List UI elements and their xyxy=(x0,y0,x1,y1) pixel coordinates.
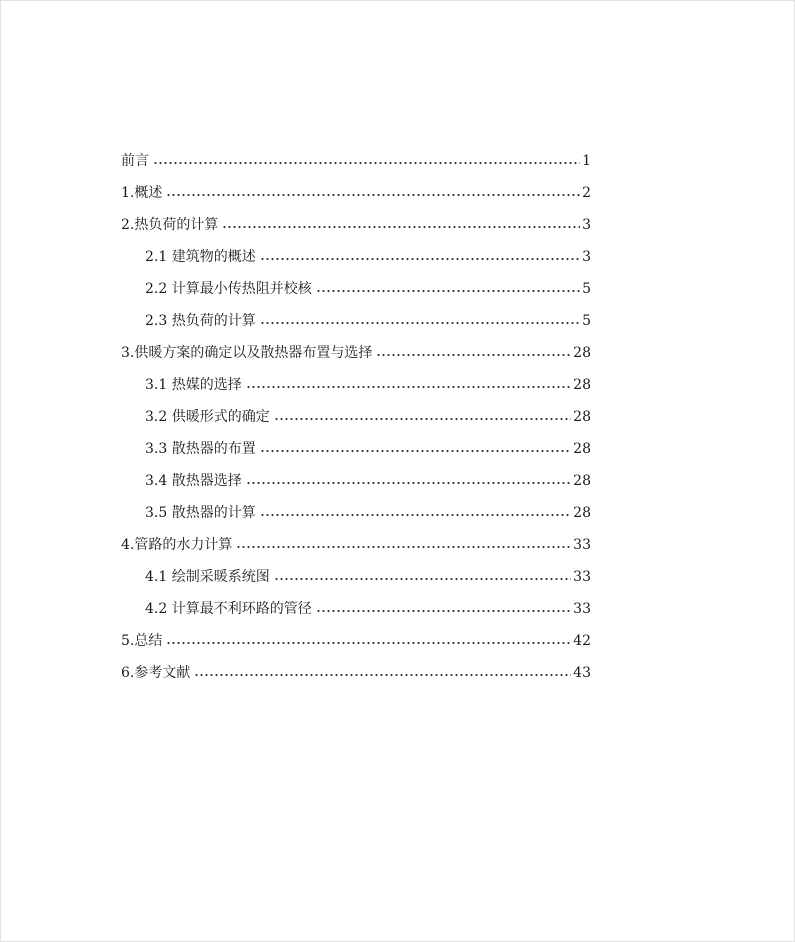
toc-entry-title: 3.3 散热器的布置 xyxy=(145,441,256,457)
toc-entry-title: 6.参考文献 xyxy=(121,665,191,681)
toc-entry-title: 3.1 热媒的选择 xyxy=(145,377,242,393)
toc-subentry[interactable] xyxy=(121,241,591,273)
toc-dot-leader xyxy=(194,674,571,676)
toc-page-number: 3 xyxy=(582,217,591,233)
toc-page-number: 5 xyxy=(582,281,591,297)
toc-entry-title: 2.3 热负荷的计算 xyxy=(145,313,256,329)
toc-subentry[interactable] xyxy=(121,401,591,433)
toc-subentry[interactable] xyxy=(121,561,591,593)
toc-page-number: 2 xyxy=(582,185,591,201)
toc-dot-leader xyxy=(166,642,571,644)
toc-page-number: 33 xyxy=(573,601,591,617)
toc-dot-leader xyxy=(316,610,571,612)
table-of-contents xyxy=(121,145,591,689)
toc-entry-title: 3.4 散热器选择 xyxy=(145,473,242,489)
toc-page-number: 28 xyxy=(573,409,591,425)
toc-entry-title: 1.概述 xyxy=(121,185,163,201)
toc-entry[interactable] xyxy=(121,209,591,241)
toc-page-number: 43 xyxy=(573,665,591,681)
toc-subentry[interactable] xyxy=(121,593,591,625)
toc-subentry[interactable] xyxy=(121,497,591,529)
toc-page-number: 42 xyxy=(573,633,591,649)
toc-subentry[interactable] xyxy=(121,273,591,305)
toc-subentry[interactable] xyxy=(121,465,591,497)
toc-dot-leader xyxy=(260,514,571,516)
toc-dot-leader xyxy=(376,354,571,356)
toc-entry-title: 2.1 建筑物的概述 xyxy=(145,249,256,265)
toc-page-number: 1 xyxy=(582,153,591,169)
toc-dot-leader xyxy=(260,258,580,260)
toc-dot-leader xyxy=(274,418,571,420)
toc-entry[interactable] xyxy=(121,625,591,657)
toc-page-number: 28 xyxy=(573,345,591,361)
toc-dot-leader xyxy=(222,226,580,228)
toc-entry[interactable] xyxy=(121,529,591,561)
toc-dot-leader xyxy=(246,482,571,484)
toc-entry-title: 3.5 散热器的计算 xyxy=(145,505,256,521)
toc-entry-title: 4.2 计算最不利环路的管径 xyxy=(145,601,312,617)
toc-entry-title: 3.2 供暖形式的确定 xyxy=(145,409,270,425)
toc-entry[interactable] xyxy=(121,337,591,369)
toc-page-number: 28 xyxy=(573,505,591,521)
toc-dot-leader xyxy=(316,290,580,292)
toc-dot-leader xyxy=(260,450,571,452)
toc-entry-title: 5.总结 xyxy=(121,633,163,649)
toc-subentry[interactable] xyxy=(121,305,591,337)
toc-dot-leader xyxy=(274,578,571,580)
toc-page-number: 5 xyxy=(582,313,591,329)
toc-entry-title: 4.1 绘制采暖系统图 xyxy=(145,569,270,585)
toc-dot-leader xyxy=(236,546,571,548)
toc-page-number: 33 xyxy=(573,537,591,553)
toc-entry[interactable] xyxy=(121,145,591,177)
toc-page-number: 33 xyxy=(573,569,591,585)
toc-page-number: 28 xyxy=(573,377,591,393)
toc-entry-title: 2.热负荷的计算 xyxy=(121,217,219,233)
toc-entry-title: 4.管路的水力计算 xyxy=(121,537,233,553)
toc-dot-leader xyxy=(260,322,580,324)
toc-page-number: 3 xyxy=(582,249,591,265)
toc-entry[interactable] xyxy=(121,177,591,209)
toc-dot-leader xyxy=(246,386,571,388)
toc-dot-leader xyxy=(166,194,580,196)
toc-entry-title: 3.供暖方案的确定以及散热器布置与选择 xyxy=(121,345,373,361)
toc-entry-title: 前言 xyxy=(121,153,149,169)
toc-entry-title: 2.2 计算最小传热阻并校核 xyxy=(145,281,312,297)
toc-dot-leader xyxy=(153,162,580,164)
toc-entry[interactable] xyxy=(121,657,591,689)
toc-page-number: 28 xyxy=(573,473,591,489)
toc-subentry[interactable] xyxy=(121,369,591,401)
toc-page-number: 28 xyxy=(573,441,591,457)
toc-subentry[interactable] xyxy=(121,433,591,465)
